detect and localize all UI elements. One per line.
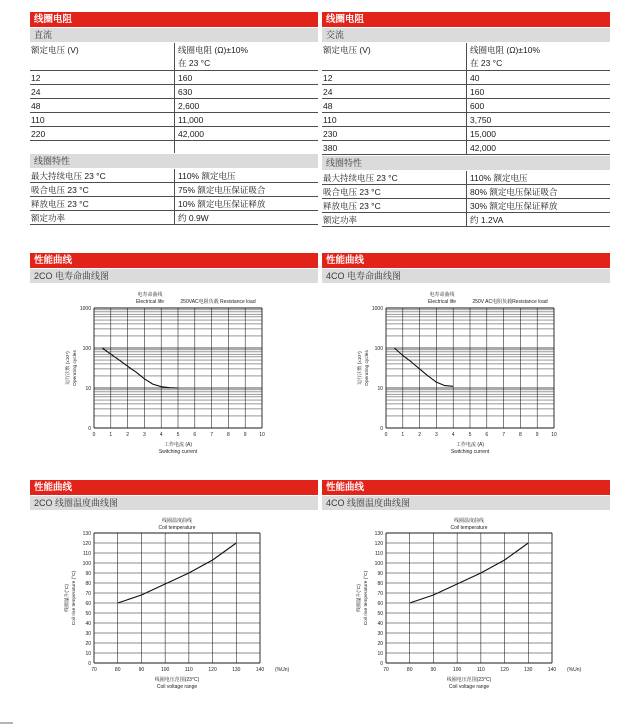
column-header-resistance: 线圈电阻 (Ω)±10% 在 23 °C	[174, 43, 318, 70]
svg-text:线圈电压范围(23°C): 线圈电压范围(23°C)	[446, 677, 492, 683]
svg-text:10: 10	[377, 651, 383, 657]
svg-text:9: 9	[535, 432, 539, 438]
ac-resistance-table	[322, 43, 610, 155]
svg-text:120: 120	[500, 667, 509, 673]
electrical-life-chart-2co	[58, 288, 290, 462]
svg-text:9: 9	[243, 432, 247, 438]
life-4co-column	[322, 253, 610, 462]
svg-text:5: 5	[468, 432, 472, 438]
table-row: 释放电压 23 °C 30% 额定电压保证释放	[322, 199, 610, 213]
svg-text:Coil voltage range: Coil voltage range	[156, 684, 198, 690]
svg-text:10: 10	[85, 651, 91, 657]
svg-text:90: 90	[377, 571, 383, 577]
svg-text:10: 10	[85, 386, 91, 392]
svg-text:130: 130	[374, 531, 383, 537]
svg-text:Electrical life: Electrical life	[427, 299, 457, 305]
column-header-resistance: 线圈电阻 (Ω)±10% 在 23 °C	[466, 43, 610, 70]
table-row: 吸合电压 23 °C 80% 额定电压保证吸合	[322, 185, 610, 199]
subheader-coil-characteristics-ac: 线圈特性	[322, 156, 610, 170]
svg-text:30: 30	[85, 631, 91, 637]
svg-text:110: 110	[184, 667, 193, 673]
svg-text:3: 3	[143, 432, 146, 438]
section-header-coil-resistance-dc: 线圈电阻	[30, 12, 318, 27]
svg-text:110: 110	[375, 551, 383, 557]
svg-text:100: 100	[374, 561, 383, 567]
svg-text:运行次数 (x10⁴): 运行次数 (x10⁴)	[358, 351, 363, 385]
subheader-temp-4co: 4CO 线圈温度曲线图	[322, 496, 610, 510]
svg-text:10: 10	[377, 386, 383, 392]
svg-text:80: 80	[406, 667, 413, 673]
subheader-temp-2co: 2CO 线圈温度曲线图	[30, 496, 318, 510]
svg-text:1000: 1000	[371, 306, 383, 312]
svg-text:5: 5	[176, 432, 180, 438]
coil-resistance-section	[0, 12, 634, 227]
svg-text:Electrical life: Electrical life	[135, 299, 165, 305]
svg-text:Coil rise temperature (°C): Coil rise temperature (°C)	[72, 570, 77, 626]
svg-text:4: 4	[159, 432, 163, 438]
section-header-performance-curves: 性能曲线	[322, 253, 610, 268]
svg-text:140: 140	[255, 667, 265, 673]
svg-text:100: 100	[82, 346, 91, 352]
svg-text:110: 110	[83, 551, 91, 557]
temp-2co-column	[30, 480, 318, 698]
svg-text:3: 3	[435, 432, 438, 438]
svg-text:40: 40	[85, 621, 91, 627]
svg-text:50: 50	[85, 611, 91, 617]
section-header-performance-curves: 性能曲线	[30, 480, 318, 495]
svg-text:运行次数 (x10⁴): 运行次数 (x10⁴)	[66, 351, 71, 385]
svg-text:Switching current: Switching current	[450, 449, 490, 455]
svg-text:40: 40	[377, 621, 383, 627]
svg-text:Switching current: Switching current	[158, 449, 198, 455]
svg-text:线圈温升(°C): 线圈温升(°C)	[65, 584, 70, 612]
electrical-life-chart-4co	[350, 288, 582, 462]
svg-text:60: 60	[85, 601, 91, 607]
table-row: 额定功率 约 0.9W	[30, 211, 318, 225]
svg-text:10: 10	[551, 432, 557, 438]
svg-text:6: 6	[485, 432, 489, 438]
svg-text:工作电流 (A): 工作电流 (A)	[455, 442, 485, 448]
coil-temperature-chart-2co	[58, 515, 290, 698]
svg-text:线圈温升(°C): 线圈温升(°C)	[357, 584, 362, 612]
table-row: 230 15,000	[322, 127, 610, 141]
dc-resistance-table	[30, 43, 318, 141]
svg-text:线圈温度曲线: 线圈温度曲线	[161, 518, 193, 524]
svg-text:Coil temperature: Coil temperature	[158, 525, 196, 531]
svg-text:8: 8	[519, 432, 522, 438]
svg-text:7: 7	[210, 432, 213, 438]
coil-dc-column	[30, 12, 318, 227]
life-2co-column	[30, 253, 318, 462]
svg-text:100: 100	[160, 667, 170, 673]
section-header-performance-curves: 性能曲线	[30, 253, 318, 268]
svg-text:工作电流 (A): 工作电流 (A)	[163, 442, 193, 448]
table-row: 380 42,000	[322, 141, 610, 155]
svg-text:7: 7	[502, 432, 505, 438]
svg-text:1: 1	[109, 432, 113, 438]
table-row: 220 42,000	[30, 127, 318, 141]
table-row: 24 630	[30, 85, 318, 99]
svg-text:Coil rise temperature (°C): Coil rise temperature (°C)	[364, 570, 369, 626]
svg-text:2: 2	[418, 432, 421, 438]
svg-text:0: 0	[88, 661, 91, 667]
svg-text:70: 70	[91, 667, 97, 673]
svg-text:10: 10	[259, 432, 265, 438]
svg-text:Coil temperature: Coil temperature	[450, 525, 488, 531]
svg-text:电寿命曲线: 电寿命曲线	[137, 292, 163, 298]
electrical-life-section	[0, 253, 634, 462]
table-row: 最大持续电压 23 °C 110% 额定电压	[30, 169, 318, 183]
subheader-life-2co: 2CO 电寿命曲线图	[30, 269, 318, 283]
table-row: 48 2,600	[30, 99, 318, 113]
subheader-ac: 交流	[322, 28, 610, 42]
table-header-row	[322, 43, 610, 71]
dc-characteristics-table	[30, 169, 318, 225]
table-row: 吸合电压 23 °C 75% 额定电压保证吸合	[30, 183, 318, 197]
svg-text:80: 80	[114, 667, 121, 673]
svg-text:30: 30	[377, 631, 383, 637]
svg-text:80: 80	[377, 581, 383, 587]
table-row: 释放电压 23 °C 10% 额定电压保证释放	[30, 197, 318, 211]
table-header-row	[30, 43, 318, 71]
svg-text:50: 50	[377, 611, 383, 617]
table-row: 110 3,750	[322, 113, 610, 127]
svg-text:0: 0	[380, 661, 383, 667]
svg-text:120: 120	[208, 667, 217, 673]
svg-text:90: 90	[430, 667, 437, 673]
table-row: 最大持续电压 23 °C 110% 额定电压	[322, 171, 610, 185]
table-row: 12 160	[30, 71, 318, 85]
coil-temperature-chart-4co	[350, 515, 582, 698]
svg-text:Coil voltage range: Coil voltage range	[448, 684, 490, 690]
svg-text:4: 4	[451, 432, 455, 438]
svg-text:70: 70	[85, 591, 91, 597]
svg-text:20: 20	[377, 641, 383, 647]
svg-text:60: 60	[377, 601, 383, 607]
column-header-voltage: 额定电压 (V)	[31, 45, 79, 55]
svg-text:(%Un): (%Un)	[275, 667, 290, 673]
svg-text:1000: 1000	[79, 306, 91, 312]
svg-text:70: 70	[377, 591, 383, 597]
svg-text:250VAC电阻负载 Resistance load: 250VAC电阻负载 Resistance load	[180, 299, 256, 305]
svg-text:100: 100	[452, 667, 462, 673]
table-row: 12 40	[322, 71, 610, 85]
svg-text:80: 80	[85, 581, 91, 587]
temp-4co-column	[322, 480, 610, 698]
svg-text:70: 70	[383, 667, 389, 673]
page-edge-mark	[0, 722, 13, 724]
svg-text:120: 120	[374, 541, 383, 547]
svg-text:100: 100	[82, 561, 91, 567]
table-row: 48 600	[322, 99, 610, 113]
svg-text:110: 110	[476, 667, 485, 673]
svg-text:Operating cycles: Operating cycles	[73, 350, 78, 386]
svg-text:130: 130	[82, 531, 91, 537]
svg-text:2: 2	[126, 432, 129, 438]
svg-text:90: 90	[85, 571, 91, 577]
table-row: 额定功率 约 1.2VA	[322, 213, 610, 227]
svg-text:90: 90	[138, 667, 145, 673]
svg-text:1: 1	[401, 432, 405, 438]
subheader-life-4co: 4CO 电寿命曲线图	[322, 269, 610, 283]
svg-text:6: 6	[193, 432, 197, 438]
coil-ac-column	[322, 12, 610, 227]
svg-text:100: 100	[374, 346, 383, 352]
svg-text:线圈电压范围(23°C): 线圈电压范围(23°C)	[154, 677, 200, 683]
svg-text:(%Un): (%Un)	[567, 667, 582, 673]
svg-text:130: 130	[524, 667, 533, 673]
svg-text:0: 0	[88, 426, 91, 432]
svg-text:8: 8	[227, 432, 230, 438]
coil-temperature-section	[0, 480, 634, 698]
subheader-dc: 直流	[30, 28, 318, 42]
table-row: 24 160	[322, 85, 610, 99]
svg-text:电寿命曲线: 电寿命曲线	[429, 292, 455, 298]
svg-text:250V AC电阻负载Resistance load: 250V AC电阻负载Resistance load	[472, 299, 548, 305]
column-header-voltage: 额定电压 (V)	[323, 45, 371, 55]
svg-text:130: 130	[232, 667, 241, 673]
subheader-coil-characteristics-dc: 线圈特性	[30, 154, 318, 168]
svg-text:Operating cycles: Operating cycles	[365, 350, 370, 386]
svg-text:线圈温度曲线: 线圈温度曲线	[453, 518, 485, 524]
svg-text:0: 0	[92, 432, 96, 438]
table-row: 110 11,000	[30, 113, 318, 127]
svg-text:0: 0	[380, 426, 383, 432]
svg-text:20: 20	[85, 641, 91, 647]
svg-text:140: 140	[547, 667, 557, 673]
svg-text:120: 120	[82, 541, 91, 547]
table-spacer	[30, 141, 318, 153]
ac-characteristics-table	[322, 171, 610, 227]
section-header-coil-resistance-ac: 线圈电阻	[322, 12, 610, 27]
section-header-performance-curves: 性能曲线	[322, 480, 610, 495]
svg-text:0: 0	[384, 432, 388, 438]
